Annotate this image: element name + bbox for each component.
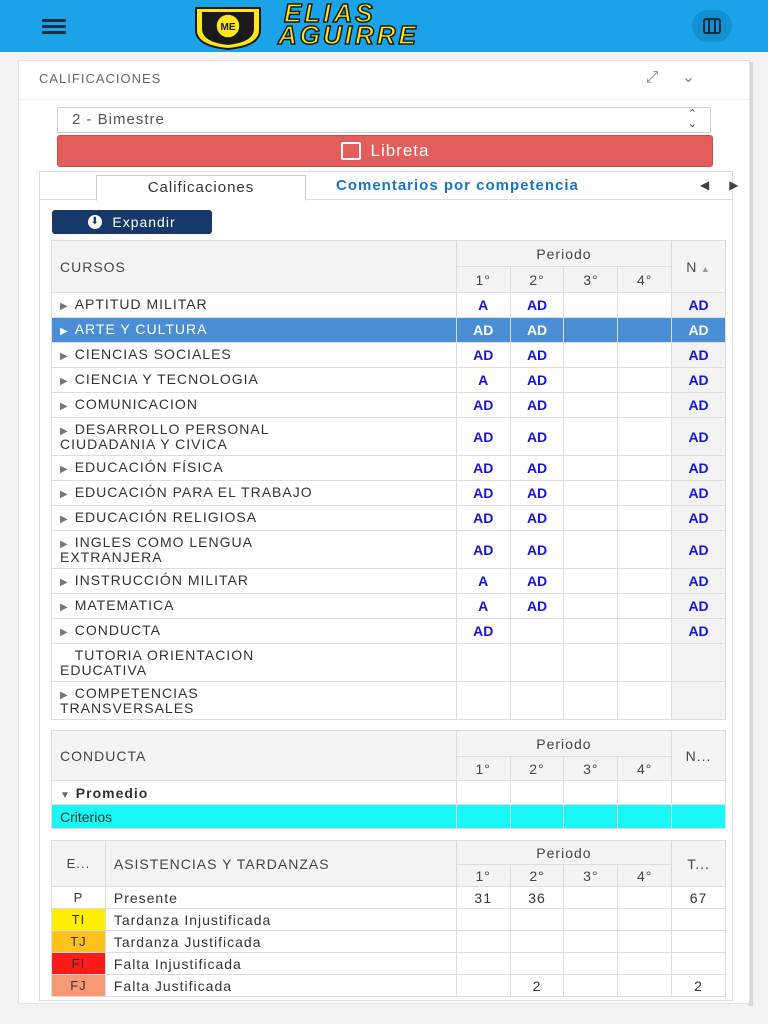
grade-cell: AD	[456, 343, 510, 368]
expand-triangle-icon[interactable]: ▶	[60, 601, 69, 613]
grade-cell: AD	[456, 481, 510, 506]
grade-cell	[564, 644, 618, 682]
course-row[interactable]	[52, 531, 726, 569]
final-grade-cell: AD	[672, 343, 726, 368]
course-name: ▶ CONDUCTA	[52, 619, 457, 644]
period-1-header: 1°	[456, 267, 510, 293]
grade-cell: AD	[510, 343, 564, 368]
final-grade-cell: AD	[672, 368, 726, 393]
expand-triangle-icon[interactable]: ▶	[60, 425, 69, 437]
course-name: ▶ COMPETENCIAS TRANSVERSALES	[52, 682, 457, 720]
grade-cell	[564, 619, 618, 644]
expand-triangle-icon[interactable]: ▶	[60, 538, 69, 550]
col-header-periodo: Periodo	[456, 241, 671, 267]
expand-triangle-icon[interactable]: ▶	[60, 375, 69, 387]
grade-cell: AD	[456, 418, 510, 456]
conducta-table	[51, 730, 726, 829]
final-grade-cell: AD	[672, 531, 726, 569]
period-select-value: 2 - Bimestre	[72, 111, 165, 128]
grade-cell: AD	[510, 393, 564, 418]
course-name: ▶ CIENCIA Y TECNOLOGIA	[52, 368, 457, 393]
top-bar	[0, 0, 768, 52]
conducta-n-header: N...	[672, 731, 726, 781]
course-row[interactable]	[52, 682, 726, 720]
asist-p1: 1°	[456, 865, 510, 887]
attendance-code: P	[52, 887, 106, 909]
grade-cell	[456, 682, 510, 720]
grade-cell: AD	[510, 318, 564, 343]
course-row[interactable]	[52, 456, 726, 481]
attendance-value: 36	[510, 887, 564, 909]
select-arrows-icon: ⌃ ⌄	[687, 108, 698, 130]
grade-cell: AD	[456, 318, 510, 343]
asist-periodo-header: Periodo	[456, 841, 671, 865]
period-select[interactable]	[57, 107, 711, 133]
expand-triangle-icon[interactable]: ▶	[60, 350, 69, 362]
attendance-value	[564, 975, 618, 997]
tab-bar	[40, 172, 739, 200]
grade-cell	[618, 644, 672, 682]
grade-cell	[564, 456, 618, 481]
download-circle-icon: ⬇	[88, 215, 102, 229]
final-grade-cell: AD	[672, 619, 726, 644]
course-name: ▶ EDUCACIÓN RELIGIOSA	[52, 506, 457, 531]
course-row[interactable]	[52, 644, 726, 682]
grade-cell: AD	[510, 418, 564, 456]
attendance-value: 2	[510, 975, 564, 997]
pdf-icon	[341, 142, 361, 160]
course-row[interactable]	[52, 318, 726, 343]
asist-t-header: T...	[672, 841, 726, 887]
attendance-label: Falta Injustificada	[105, 953, 456, 975]
grade-cell: AD	[510, 481, 564, 506]
svg-text:ME: ME	[220, 22, 236, 33]
asistencias-table	[51, 840, 726, 997]
grade-cell	[564, 343, 618, 368]
asist-title: ASISTENCIAS Y TARDANZAS	[105, 841, 456, 887]
expand-triangle-icon[interactable]: ▶	[60, 325, 69, 337]
attendance-value	[618, 953, 672, 975]
course-name: TUTORIA ORIENTACION EDUCATIVA	[52, 644, 457, 682]
course-name: ▶ EDUCACIÓN PARA EL TRABAJO	[52, 481, 457, 506]
course-row[interactable]	[52, 418, 726, 456]
final-grade-cell: AD	[672, 481, 726, 506]
grade-cell: AD	[510, 531, 564, 569]
asist-col-e: E...	[52, 841, 106, 887]
attendance-label: Tardanza Justificada	[105, 931, 456, 953]
exit-icon[interactable]	[692, 10, 732, 42]
final-grade-cell: AD	[672, 393, 726, 418]
attendance-value	[456, 909, 510, 931]
grade-cell	[618, 569, 672, 594]
grade-cell: A	[456, 594, 510, 619]
attendance-total: 67	[672, 887, 726, 909]
expand-triangle-icon[interactable]: ▶	[60, 300, 69, 312]
attendance-total	[672, 931, 726, 953]
course-name: ▶ ARTE Y CULTURA	[52, 318, 457, 343]
attendance-row	[52, 887, 726, 909]
grade-cell	[510, 644, 564, 682]
grade-cell	[456, 644, 510, 682]
attendance-value	[618, 975, 672, 997]
grade-cell	[618, 368, 672, 393]
attendance-value	[564, 909, 618, 931]
attendance-total: 2	[672, 975, 726, 997]
conducta-title: CONDUCTA	[52, 731, 457, 781]
grade-cell	[618, 293, 672, 318]
final-grade-cell	[672, 682, 726, 720]
final-grade-cell: AD	[672, 569, 726, 594]
course-row[interactable]	[52, 619, 726, 644]
attendance-row	[52, 909, 726, 931]
tab-next-icon[interactable]: ▶	[729, 178, 739, 192]
expand-triangle-icon[interactable]: ▶	[60, 488, 69, 500]
calificaciones-card	[18, 60, 750, 1004]
attendance-value	[456, 975, 510, 997]
tab-comentarios[interactable]: Comentarios por competencia	[336, 177, 579, 194]
card-title: CALIFICACIONES	[39, 71, 162, 86]
grade-cell	[618, 506, 672, 531]
course-row[interactable]	[52, 343, 726, 368]
grade-cell	[618, 456, 672, 481]
grade-cell: AD	[510, 506, 564, 531]
attendance-code: FI	[52, 953, 106, 975]
asist-p3: 3°	[564, 865, 618, 887]
course-name: ▶ CIENCIAS SOCIALES	[52, 343, 457, 368]
course-name: ▶ DESARROLLO PERSONAL CIUDADANIA Y CIVICA	[52, 418, 457, 456]
grade-cell	[618, 343, 672, 368]
col-header-cursos[interactable]: CURSOS	[52, 241, 457, 293]
final-grade-cell: AD	[672, 506, 726, 531]
grade-cell	[564, 368, 618, 393]
expand-triangle-icon[interactable]: ▶	[60, 626, 69, 638]
expandir-button[interactable]	[52, 210, 212, 234]
divider	[19, 99, 749, 100]
grade-cell	[564, 682, 618, 720]
grade-cell	[618, 418, 672, 456]
course-row[interactable]	[52, 293, 726, 318]
asist-p2: 2°	[510, 865, 564, 887]
promedio-row[interactable]: ▼ Promedio	[52, 781, 726, 805]
attendance-label: Tardanza Injustificada	[105, 909, 456, 931]
attendance-value	[510, 953, 564, 975]
grade-cell: A	[456, 368, 510, 393]
expand-triangle-icon[interactable]: ▶	[60, 463, 69, 475]
grade-cell: AD	[456, 456, 510, 481]
course-name: ▶ APTITUD MILITAR	[52, 293, 457, 318]
attendance-row	[52, 931, 726, 953]
conducta-p4: 4°	[618, 757, 672, 781]
course-name: ▶ INGLES COMO LENGUA EXTRANJERA	[52, 531, 457, 569]
course-row[interactable]	[52, 594, 726, 619]
expand-triangle-icon[interactable]: ▶	[60, 576, 69, 588]
brand-name	[278, 0, 419, 50]
grade-cell	[618, 481, 672, 506]
course-name: ▶ MATEMATICA	[52, 594, 457, 619]
grade-cell	[618, 318, 672, 343]
attendance-label: Presente	[105, 887, 456, 909]
course-row[interactable]	[52, 569, 726, 594]
period-2-header: 2°	[510, 267, 564, 293]
course-row[interactable]	[52, 393, 726, 418]
grade-cell: AD	[510, 594, 564, 619]
grade-cell: AD	[456, 531, 510, 569]
attendance-code: FJ	[52, 975, 106, 997]
course-name: ▶ EDUCACIÓN FÍSICA	[52, 456, 457, 481]
libreta-button[interactable]	[57, 135, 713, 167]
school-crest-logo	[188, 2, 268, 50]
asist-p4: 4°	[618, 865, 672, 887]
course-name: ▶ COMUNICACION	[52, 393, 457, 418]
attendance-code: TJ	[52, 931, 106, 953]
attendance-value	[618, 909, 672, 931]
attendance-code: TI	[52, 909, 106, 931]
attendance-value	[618, 931, 672, 953]
grade-cell	[510, 619, 564, 644]
attendance-value	[564, 931, 618, 953]
criterios-row	[52, 805, 726, 829]
grade-cell: AD	[510, 456, 564, 481]
expandir-label: Expandir	[112, 214, 176, 230]
grade-cell	[618, 619, 672, 644]
attendance-row	[52, 953, 726, 975]
course-row[interactable]	[52, 481, 726, 506]
grade-cell	[564, 418, 618, 456]
final-grade-cell: AD	[672, 318, 726, 343]
tabs-panel	[39, 171, 739, 1001]
promedio-label: Promedio	[75, 784, 149, 801]
menu-icon[interactable]	[42, 17, 68, 35]
attendance-value	[456, 931, 510, 953]
grade-cell	[564, 393, 618, 418]
grade-cell: A	[456, 569, 510, 594]
conducta-periodo-header: Periodo	[456, 731, 671, 757]
attendance-value	[564, 887, 618, 909]
expand-triangle-icon[interactable]: ▶	[60, 400, 69, 412]
grade-cell: AD	[456, 619, 510, 644]
tab-scroll-arrows	[680, 178, 738, 192]
grade-cell	[618, 531, 672, 569]
attendance-total	[672, 953, 726, 975]
attendance-total	[672, 909, 726, 931]
brand-line-2: AGUIRRE	[278, 20, 419, 50]
grade-cell	[510, 682, 564, 720]
grade-cell	[564, 506, 618, 531]
grade-cell	[564, 569, 618, 594]
criterios-label: Criterios	[52, 805, 457, 829]
grade-cell	[618, 682, 672, 720]
grade-cell	[618, 594, 672, 619]
attendance-value: 31	[456, 887, 510, 909]
period-4-header: 4°	[618, 267, 672, 293]
course-row[interactable]	[52, 368, 726, 393]
course-row[interactable]	[52, 506, 726, 531]
grade-cell: A	[456, 293, 510, 318]
conducta-p3: 3°	[564, 757, 618, 781]
attendance-row	[52, 975, 726, 997]
expand-arrows-icon[interactable]: ⤢	[645, 67, 659, 86]
final-grade-cell: AD	[672, 456, 726, 481]
attendance-value	[510, 931, 564, 953]
card-tools	[628, 67, 695, 87]
col-header-n[interactable]: N ▲	[672, 241, 726, 293]
final-grade-cell: AD	[672, 594, 726, 619]
expand-triangle-icon[interactable]: ▶	[60, 513, 69, 525]
attendance-value	[564, 953, 618, 975]
attendance-value	[618, 887, 672, 909]
expand-triangle-icon[interactable]: ▶	[60, 689, 69, 701]
grade-cell	[564, 481, 618, 506]
libreta-label: Libreta	[370, 141, 430, 160]
grade-cell	[564, 318, 618, 343]
grade-cell	[564, 293, 618, 318]
chevron-down-icon[interactable]: ⌄	[681, 67, 695, 86]
attendance-label: Falta Justificada	[105, 975, 456, 997]
grade-cell	[564, 531, 618, 569]
final-grade-cell: AD	[672, 418, 726, 456]
grade-cell	[618, 393, 672, 418]
conducta-p1: 1°	[456, 757, 510, 781]
grade-cell: AD	[510, 569, 564, 594]
course-name: ▶ INSTRUCCIÓN MILITAR	[52, 569, 457, 594]
grade-cell	[564, 594, 618, 619]
conducta-p2: 2°	[510, 757, 564, 781]
grade-cell: AD	[456, 506, 510, 531]
grades-table	[51, 240, 726, 720]
attendance-value	[510, 909, 564, 931]
grade-cell: AD	[456, 393, 510, 418]
grade-cell: AD	[510, 293, 564, 318]
final-grade-cell	[672, 644, 726, 682]
period-3-header: 3°	[564, 267, 618, 293]
attendance-value	[456, 953, 510, 975]
final-grade-cell: AD	[672, 293, 726, 318]
grade-cell: AD	[510, 368, 564, 393]
tab-prev-icon[interactable]: ◀	[700, 178, 710, 192]
brand-line-1: ELIAS	[284, 0, 376, 28]
tab-calificaciones[interactable]: Calificaciones	[96, 175, 306, 201]
